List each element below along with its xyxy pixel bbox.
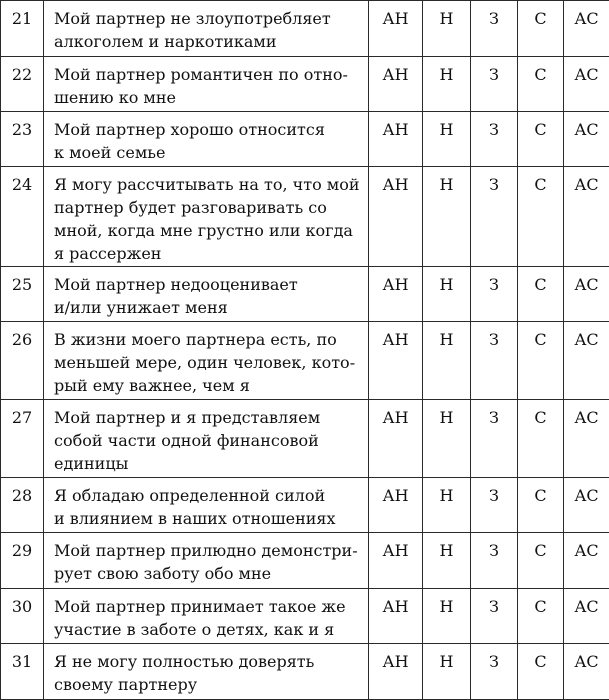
option-an[interactable]: АН [369, 112, 423, 167]
table-row [1, 322, 609, 400]
option-z[interactable]: З [471, 533, 518, 589]
item-number: 30 [1, 589, 44, 644]
table-row [1, 167, 609, 267]
option-as[interactable]: АС [564, 322, 609, 400]
option-an[interactable]: АН [369, 644, 423, 700]
item-number: 22 [1, 57, 44, 112]
option-n[interactable]: Н [423, 57, 471, 112]
option-as[interactable]: АС [564, 167, 609, 267]
item-statement: Мой партнер принимает такое же участие в заботе о детях, как и я [44, 589, 369, 644]
item-number: 28 [1, 478, 44, 533]
item-number: 24 [1, 167, 44, 267]
option-an[interactable]: АН [369, 322, 423, 400]
option-n[interactable]: Н [423, 644, 471, 700]
option-s[interactable]: С [518, 322, 564, 400]
questionnaire-rows [1, 1, 609, 700]
option-s[interactable]: С [518, 1, 564, 57]
option-as[interactable]: АС [564, 644, 609, 700]
option-as[interactable]: АС [564, 57, 609, 112]
item-number: 29 [1, 533, 44, 589]
item-statement: Мой партнер романтичен по отно- шению ко мне [44, 57, 369, 112]
option-z[interactable]: З [471, 478, 518, 533]
option-s[interactable]: С [518, 167, 564, 267]
option-z[interactable]: З [471, 400, 518, 478]
table-row [1, 533, 609, 589]
item-statement: Мой партнер прилюдно демонстри- рует свою заботу обо мне [44, 533, 369, 589]
table-row [1, 478, 609, 533]
option-an[interactable]: АН [369, 533, 423, 589]
option-as[interactable]: АС [564, 1, 609, 57]
table-row [1, 644, 609, 700]
table-row [1, 112, 609, 167]
option-n[interactable]: Н [423, 112, 471, 167]
item-number: 27 [1, 400, 44, 478]
option-s[interactable]: С [518, 644, 564, 700]
item-statement: Я могу рассчитывать на то, что мой партнер будет разговаривать со мной, когда мне грустно или когда я рассержен [44, 167, 369, 267]
table-row [1, 267, 609, 322]
option-as[interactable]: АС [564, 112, 609, 167]
item-statement: В жизни моего партнера есть, по меньшей мере, один человек, кото- рый ему важнее, чем я [44, 322, 369, 400]
item-statement: Мой партнер хорошо относится к моей семье [44, 112, 369, 167]
option-as[interactable]: АС [564, 267, 609, 322]
item-number: 25 [1, 267, 44, 322]
option-an[interactable]: АН [369, 57, 423, 112]
option-s[interactable]: С [518, 112, 564, 167]
item-number: 26 [1, 322, 44, 400]
option-n[interactable]: Н [423, 533, 471, 589]
option-an[interactable]: АН [369, 167, 423, 267]
option-n[interactable]: Н [423, 167, 471, 267]
option-as[interactable]: АС [564, 533, 609, 589]
item-statement: Мой партнер и я представляем собой части одной финансовой единицы [44, 400, 369, 478]
option-s[interactable]: С [518, 57, 564, 112]
table-row [1, 589, 609, 644]
option-n[interactable]: Н [423, 478, 471, 533]
item-number: 23 [1, 112, 44, 167]
option-n[interactable]: Н [423, 400, 471, 478]
option-s[interactable]: С [518, 267, 564, 322]
option-z[interactable]: З [471, 112, 518, 167]
option-s[interactable]: С [518, 533, 564, 589]
option-as[interactable]: АС [564, 400, 609, 478]
option-z[interactable]: З [471, 57, 518, 112]
option-s[interactable]: С [518, 400, 564, 478]
option-n[interactable]: Н [423, 589, 471, 644]
table-row [1, 57, 609, 112]
option-an[interactable]: АН [369, 1, 423, 57]
option-n[interactable]: Н [423, 322, 471, 400]
option-as[interactable]: АС [564, 589, 609, 644]
item-number: 21 [1, 1, 44, 57]
option-an[interactable]: АН [369, 478, 423, 533]
item-statement: Я не могу полностью доверять своему партнеру [44, 644, 369, 700]
option-z[interactable]: З [471, 167, 518, 267]
option-s[interactable]: С [518, 478, 564, 533]
option-n[interactable]: Н [423, 267, 471, 322]
table-row [1, 400, 609, 478]
option-an[interactable]: АН [369, 400, 423, 478]
item-number: 31 [1, 644, 44, 700]
option-z[interactable]: З [471, 322, 518, 400]
option-z[interactable]: З [471, 267, 518, 322]
option-as[interactable]: АС [564, 478, 609, 533]
item-statement: Мой партнер не злоупотребляет алкоголем и наркотиками [44, 1, 369, 57]
table-row [1, 1, 609, 57]
item-statement: Мой партнер недооценивает и/или унижает меня [44, 267, 369, 322]
option-an[interactable]: АН [369, 267, 423, 322]
option-n[interactable]: Н [423, 1, 471, 57]
option-z[interactable]: З [471, 589, 518, 644]
option-an[interactable]: АН [369, 589, 423, 644]
option-z[interactable]: З [471, 644, 518, 700]
option-z[interactable]: З [471, 1, 518, 57]
item-statement: Я обладаю определенной силой и влиянием в наших отношениях [44, 478, 369, 533]
option-s[interactable]: С [518, 589, 564, 644]
